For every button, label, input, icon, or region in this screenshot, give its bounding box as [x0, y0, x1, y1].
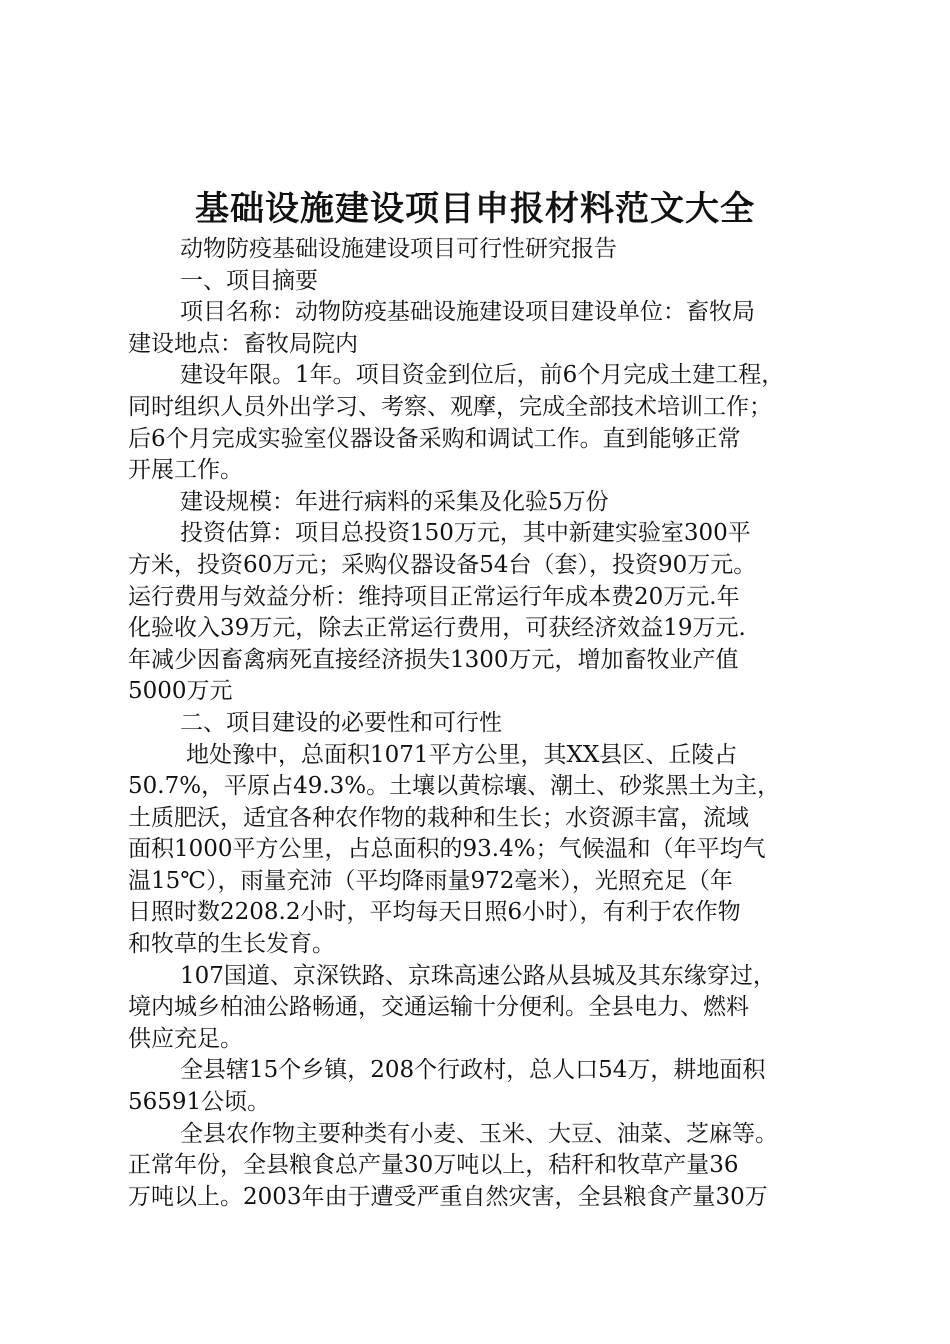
document-body	[128, 234, 830, 1213]
paragraph-line: 建设规模：年进行病料的采集及化验5万份	[180, 488, 609, 515]
paragraph-line: 万吨以上。2003年由于遭受严重自然灾害，全县粮食产量30万	[128, 1183, 768, 1210]
paragraph-line: 开展工作。	[128, 457, 243, 484]
paragraph-line: 建设年限。1年。项目资金到位后，前6个月完成土建工程，	[180, 362, 785, 389]
paragraph-line: 107国道、京深铁路、京珠高速公路从县城及其东缘穿过，	[180, 962, 776, 989]
paragraph-line: 5000万元	[128, 678, 233, 705]
document-title: 基础设施建设项目申报材料范文大全	[195, 189, 755, 229]
paragraph-line: 年减少因畜禽病死直接经济损失1300万元，增加畜牧业产值	[128, 646, 739, 673]
paragraph-line: 方米，投资60万元；采购仪器设备54台（套），投资90万元。	[128, 551, 757, 578]
paragraph-line: 56591公顷。	[128, 1089, 271, 1116]
paragraph-line: 运行费用与效益分析：维持项目正常运行年成本费20万元.年	[128, 583, 740, 610]
paragraph-line: 后6个月完成实验室仪器设备采购和调试工作。直到能够正常	[128, 425, 741, 452]
paragraph-line: 供应充足。	[128, 1025, 243, 1052]
paragraph-line: 日照时数2208.2小时，平均每天日照6小时），有利于农作物	[128, 899, 741, 926]
paragraph-line: 土质肥沃，适宜各种农作物的栽种和生长；水资源丰富，流域	[128, 804, 749, 831]
paragraph-line: 化验收入39万元，除去正常运行费用，可获经济效益19万元.	[128, 615, 746, 642]
paragraph-line: 项目名称：动物防疫基础设施建设项目建设单位：畜牧局	[180, 299, 755, 326]
paragraph-line: 境内城乡柏油公路畅通，交通运输十分便利。全县电力、燃料	[128, 994, 749, 1021]
paragraph-line: 面积1000平方公里，占总面积的93.4%；气候温和（年平均气	[128, 836, 766, 863]
paragraph-line: 投资估算：项目总投资150万元，其中新建实验室300平	[180, 520, 751, 547]
paragraph-line: 50.7%，平原占49.3%。土壤以黄棕壤、潮土、砂浆黑土为主，	[128, 773, 781, 800]
section-heading-necessity: 二、项目建设的必要性和可行性	[180, 709, 502, 736]
paragraph-line: 同时组织人员外出学习、考察、观摩，完成全部技术培训工作；	[128, 393, 772, 420]
section-heading-summary: 一、项目摘要	[180, 267, 318, 294]
paragraph-line: 全县辖15个乡镇，208个行政村，总人口54万，耕地面积	[180, 1057, 766, 1084]
paragraph-line: 温15℃），雨量充沛（平均降雨量972毫米），光照充足（年	[128, 867, 733, 894]
paragraph-line: 正常年份，全县粮食总产量30万吨以上，秸秆和牧草产量36	[128, 1152, 739, 1179]
paragraph-line: 和牧草的生长发育。	[128, 931, 335, 958]
paragraph-line: 地处豫中，总面积1071平方公里，其XX县区、丘陵占	[186, 741, 738, 768]
paragraph-line: 建设地点：畜牧局院内	[128, 330, 358, 357]
report-subtitle: 动物防疫基础设施建设项目可行性研究报告	[180, 236, 617, 262]
paragraph-line: 全县农作物主要种类有小麦、玉米、大豆、油菜、芝麻等。	[180, 1120, 778, 1147]
